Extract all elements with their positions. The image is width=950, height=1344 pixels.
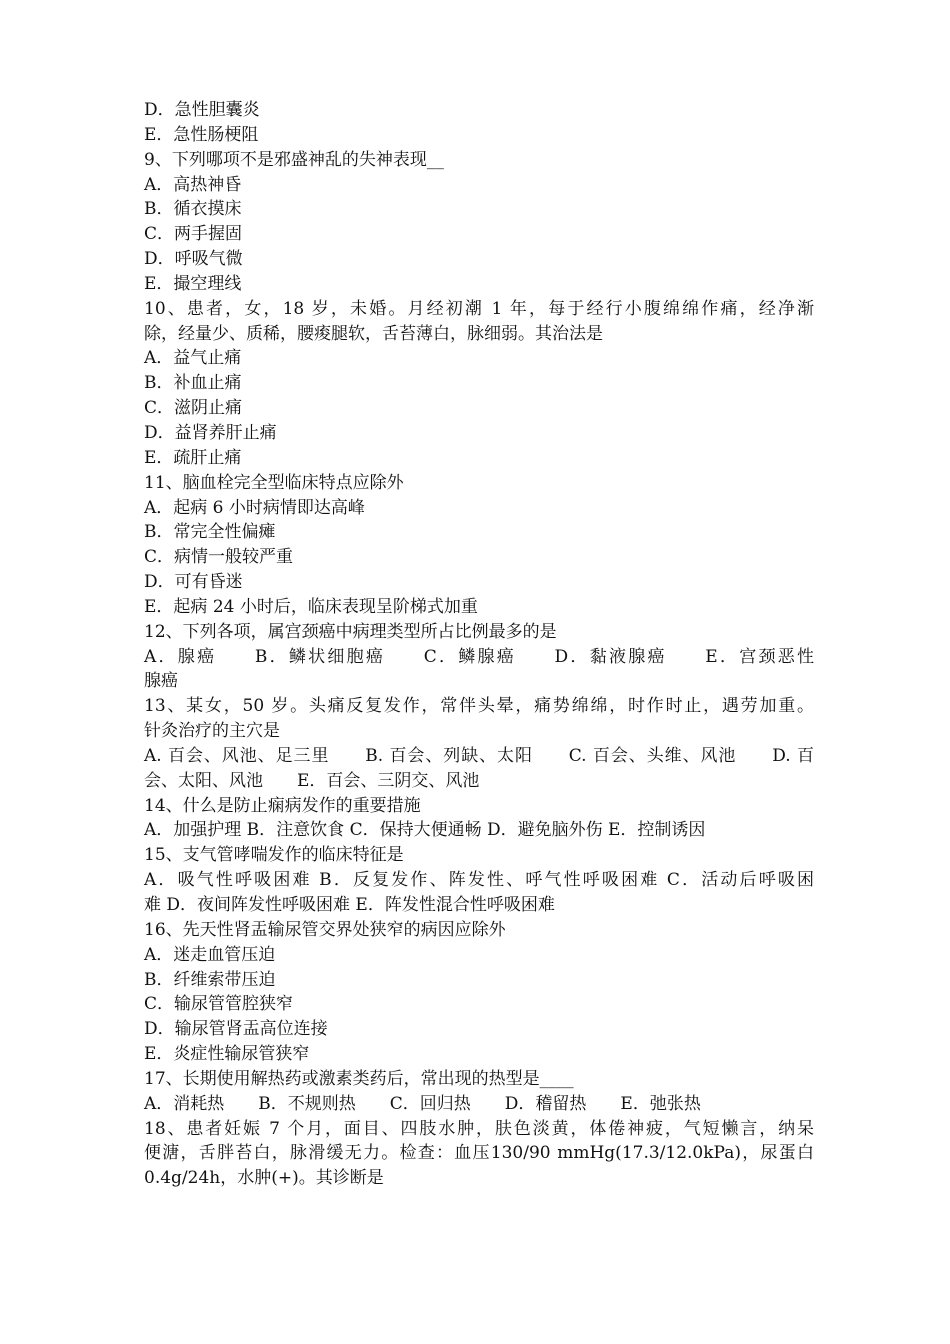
option-line: A．起病 6 小时病情即达高峰	[144, 497, 365, 518]
option-line: E．炎症性输尿管狭窄	[144, 1044, 310, 1065]
question-15: 15、支气管哮喘发作的临床特征是	[144, 845, 404, 866]
option-line: E．撮空理线	[144, 273, 242, 294]
option-line: C．滋阴止痛	[144, 398, 243, 419]
question-16: 16、先天性肾盂输尿管交界处狭窄的病因应除外	[144, 919, 506, 940]
options-inline: A. 百会、风池、足三里 B. 百会、列缺、太阳 C. 百会、头维、风池 D. 百	[144, 745, 814, 766]
options-inline: A．腺癌 B．鳞状细胞癌 C．鳞腺癌 D．黏液腺癌 E．宫颈恶性	[144, 646, 814, 667]
option-line: C．病情一般较严重	[144, 547, 294, 568]
question-12: 12、下列各项，属宫颈癌中病理类型所占比例最多的是	[144, 621, 557, 642]
option-line: D．输尿管肾盂高位连接	[144, 1019, 328, 1040]
question-10-continued: 除，经量少、质稀，腰痠腿软，舌苔薄白，脉细弱。其治法是	[144, 323, 603, 344]
option-line: A．迷走血管压迫	[144, 944, 276, 965]
option-line: E．急性肠梗阻	[144, 124, 259, 145]
options-inline-continued: 腺癌	[144, 671, 178, 692]
document-page	[144, 98, 814, 1191]
question-14: 14、什么是防止痫病发作的重要措施	[144, 795, 421, 816]
question-11: 11、脑血栓完全型临床特点应除外	[144, 472, 404, 493]
question-18: 18、患者妊娠 7 个月，面目、四肢水肿，肤色淡黄，体倦神疲，气短懒言，纳呆	[144, 1118, 814, 1139]
question-13-continued: 针灸治疗的主穴是	[144, 721, 280, 742]
option-line: B．补血止痛	[144, 373, 242, 394]
option-line: B．常完全性偏瘫	[144, 522, 276, 543]
option-line: B．纤维索带压迫	[144, 969, 276, 990]
question-10: 10、患者，女，18 岁，未婚。月经初潮 1 年，每于经行小腹绵绵作痛，经净渐	[144, 298, 814, 319]
option-line: E．起病 24 小时后，临床表现呈阶梯式加重	[144, 596, 478, 617]
option-line: C．输尿管管腔狭窄	[144, 994, 294, 1015]
options-inline: A．吸气性呼吸困难 B．反复发作、阵发性、呼气性呼吸困难 C．活动后呼吸困	[144, 870, 814, 891]
question-13: 13、某女，50 岁。头痛反复发作，常伴头晕，痛势绵绵，时作时止，遇劳加重。	[144, 696, 814, 717]
option-line: B．循衣摸床	[144, 199, 242, 220]
question-18-continued: 0.4g/24h，水肿(+)。其诊断是	[144, 1168, 384, 1189]
options-inline-continued: 难 D．夜间阵发性呼吸困难 E．阵发性混合性呼吸困难	[144, 895, 555, 915]
option-line: E．疏肝止痛	[144, 447, 242, 468]
option-line: D．益肾养肝止痛	[144, 422, 277, 443]
question-17: 17、长期使用解热药或激素类药后，常出现的热型是____	[144, 1068, 574, 1089]
option-line: A．益气止痛	[144, 348, 242, 369]
question-18-continued: 便溏，舌胖苔白，脉滑缓无力。检查：血压130/90 mmHg(17.3/12.0kPa)，尿蛋白	[144, 1143, 814, 1164]
option-line: A．高热神昏	[144, 174, 242, 195]
options-inline: A．加强护理 B．注意饮食 C．保持大便通畅 D．避免脑外伤 E．控制诱因	[144, 820, 706, 841]
options-inline-continued: 会、太阳、风池 E．百会、三阴交、风池	[144, 770, 480, 791]
question-9: 9、下列哪项不是邪盛神乱的失神表现__	[144, 149, 444, 170]
option-line: C．两手握固	[144, 224, 243, 245]
options-inline: A．消耗热 B．不规则热 C．回归热 D．稽留热 E．弛张热	[144, 1093, 701, 1114]
option-line: D．可有昏迷	[144, 572, 243, 593]
option-line: D．呼吸气微	[144, 249, 243, 270]
option-line: D．急性胆囊炎	[144, 100, 260, 120]
